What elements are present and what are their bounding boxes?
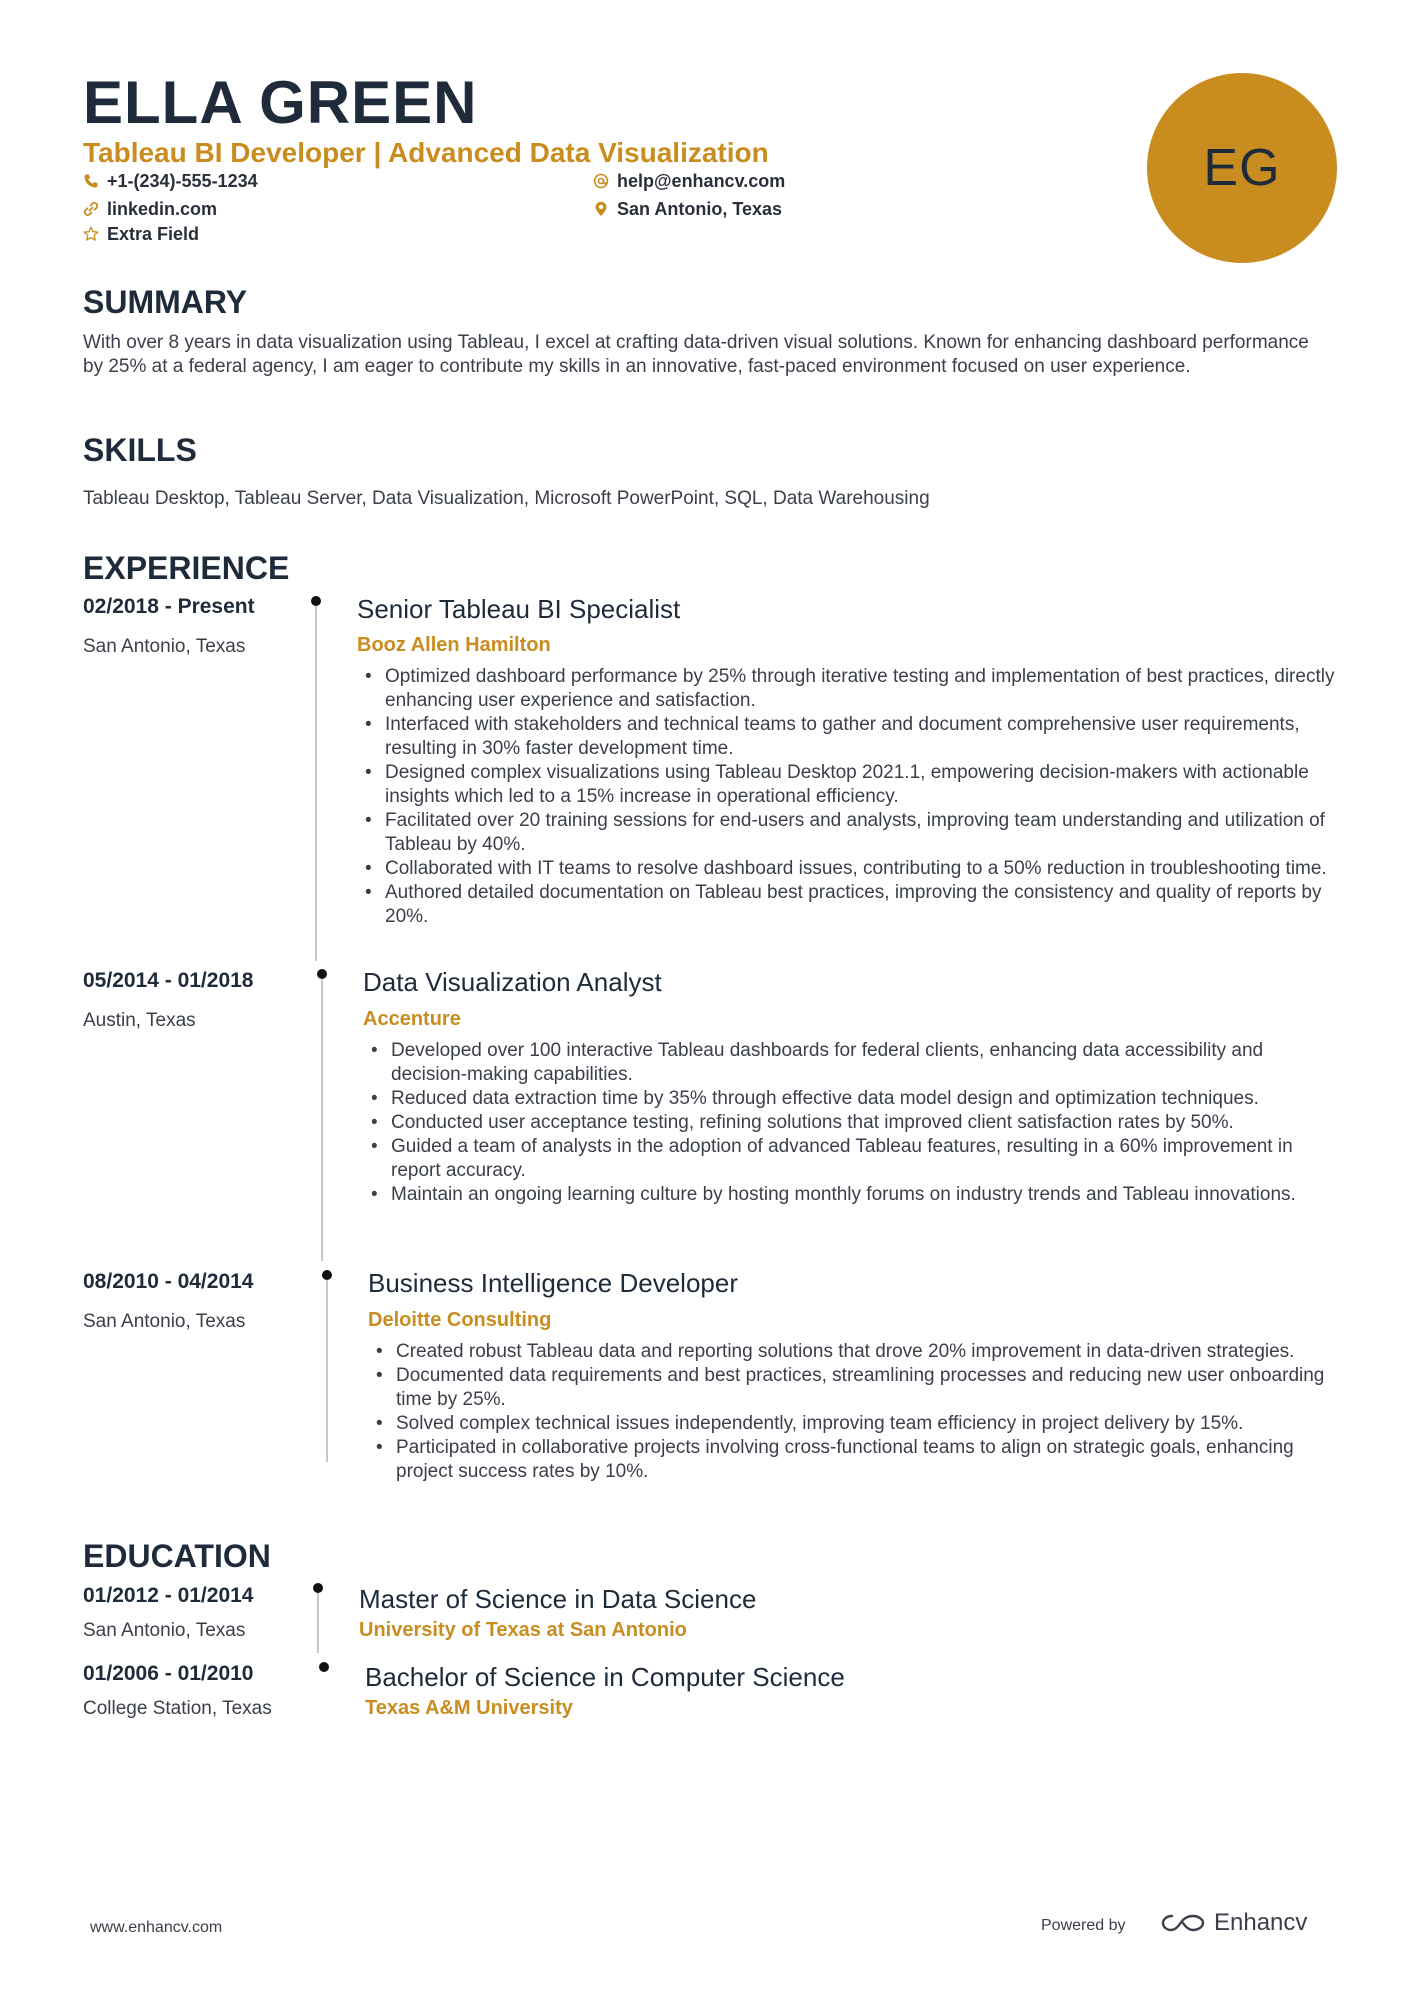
list-item: • Designed complex visualizations using Tableau Desktop 2021.1, empowering decision-makers with actionable insights which led to a 15% increase in operational efficiency. [357,761,1342,809]
summary-text: With over 8 years in data visualization using Tableau, I excel at crafting data-driven visual solutions. Known for enhancing dashboard performance by 25% at a federal agency, I am eager to contribute my skills in an innovative, fast-paced environment focused on user experience. [83,332,1309,377]
contact-email-text: help@enhancv.com [617,171,786,191]
list-item: • Interfaced with stakeholders and technical teams to gather and document comprehensive user requirements, resulting in 30% faster development time. [357,713,1342,761]
candidate-headline: Tableau BI Developer | Advanced Data Visualization [83,137,769,168]
job-3-location: San Antonio, Texas [83,1311,246,1332]
contact-extra-text: Extra Field [107,224,200,244]
skills-heading: SKILLS [83,432,197,468]
education-heading: EDUCATION [83,1538,271,1574]
footer-brand-name: Enhancv [1214,1909,1308,1936]
contact-linkedin[interactable] [83,197,217,221]
list-item: • Collaborated with IT teams to resolve dashboard issues, contributing to a 50% reduction in troubleshooting time. [357,857,1342,881]
list-item: • Developed over 100 interactive Tableau dashboards for federal clients, enhancing data accessibility and decision-making capabilities. [363,1039,1338,1087]
phone-icon [83,173,99,189]
edu-2-location: College Station, Texas [83,1698,272,1719]
timeline-dot [313,1583,323,1593]
contact-email[interactable] [593,169,785,193]
job-3-company: Deloitte Consulting [368,1309,552,1331]
list-item: • Reduced data extraction time by 35% through effective data model design and optimization techniques. [363,1087,1338,1111]
edu-1-school: University of Texas at San Antonio [359,1619,687,1641]
job-2-bullets [363,1039,1338,1207]
job-2-dates: 05/2014 - 01/2018 [83,969,254,992]
contact-linkedin-text: linkedin.com [107,199,218,219]
job-2-company: Accenture [363,1008,461,1030]
timeline-line [321,979,323,1261]
link-icon [83,201,99,217]
contact-phone-text: +1-(234)-555-1234 [107,171,258,191]
enhancv-logo-icon [1160,1912,1206,1934]
list-item: • Conducted user acceptance testing, refining solutions that improved client satisfaction rates by 50%. [363,1111,1338,1135]
timeline-line [317,1593,319,1653]
avatar [1147,73,1337,263]
list-item: • Optimized dashboard performance by 25% through iterative testing and implementation of best practices, directly enhancing user experience and satisfaction. [357,665,1342,713]
timeline-dot [311,596,321,606]
list-item: • Guided a team of analysts in the adoption of advanced Tableau features, resulting in a 60% improvement in report accuracy. [363,1135,1338,1183]
job-3-role: Business Intelligence Developer [368,1268,738,1298]
star-icon [83,226,99,242]
contact-extra [83,222,199,246]
edu-1-dates: 01/2012 - 01/2014 [83,1584,254,1607]
job-2-location: Austin, Texas [83,1010,196,1031]
edu-1-location: San Antonio, Texas [83,1620,246,1641]
timeline-dot [319,1662,329,1672]
job-1-role: Senior Tableau BI Specialist [357,594,681,624]
job-1-company: Booz Allen Hamilton [357,634,551,656]
list-item: • Maintain an ongoing learning culture by hosting monthly forums on industry trends and Tableau innovations. [363,1183,1338,1207]
job-2-role: Data Visualization Analyst [363,967,662,997]
edu-2-school: Texas A&M University [365,1697,573,1719]
list-item: • Facilitated over 20 training sessions for end-users and analysts, improving team understanding and utilization of Tableau by 40%. [357,809,1342,857]
list-item: • Solved complex technical issues independently, improving team efficiency in project delivery by 15%. [368,1412,1343,1436]
at-icon [593,173,609,189]
timeline-line [315,606,317,961]
edu-1-degree: Master of Science in Data Science [359,1584,757,1614]
list-item: • Authored detailed documentation on Tableau best practices, improving the consistency and quality of reports by 20%. [357,881,1342,929]
edu-2-dates: 01/2006 - 01/2010 [83,1662,254,1685]
job-1-location: San Antonio, Texas [83,636,246,657]
contact-location [593,197,782,221]
job-3-bullets [368,1340,1343,1484]
timeline-dot [322,1270,332,1280]
list-item: • Documented data requirements and best practices, streamlining processes and reducing new user onboarding time by 25%. [368,1364,1343,1412]
footer-powered-by: Powered by [1041,1917,1126,1934]
job-1-dates: 02/2018 - Present [83,595,255,618]
footer-brand-logo[interactable] [1160,1909,1307,1937]
list-item: • Created robust Tableau data and reporting solutions that drove 20% improvement in data-driven strategies. [368,1340,1343,1364]
list-item: • Participated in collaborative projects involving cross-functional teams to align on strategic goals, enhancing project success rates by 10%. [368,1436,1343,1484]
experience-heading: EXPERIENCE [83,550,290,586]
edu-2-degree: Bachelor of Science in Computer Science [365,1662,845,1692]
timeline-line [326,1280,328,1462]
contact-phone[interactable] [83,169,258,193]
timeline-dot [317,969,327,979]
job-3-dates: 08/2010 - 04/2014 [83,1270,254,1293]
skills-text: Tableau Desktop, Tableau Server, Data Visualization, Microsoft PowerPoint, SQL, Data Warehousing [83,488,930,509]
summary-heading: SUMMARY [83,284,248,320]
contact-location-text: San Antonio, Texas [617,199,783,219]
footer-website-link[interactable]: www.enhancv.com [90,1919,223,1936]
location-pin-icon [593,201,609,217]
avatar-initials: EG [1203,139,1281,197]
job-1-bullets [357,665,1342,929]
candidate-name: ELLA GREEN [83,69,478,136]
